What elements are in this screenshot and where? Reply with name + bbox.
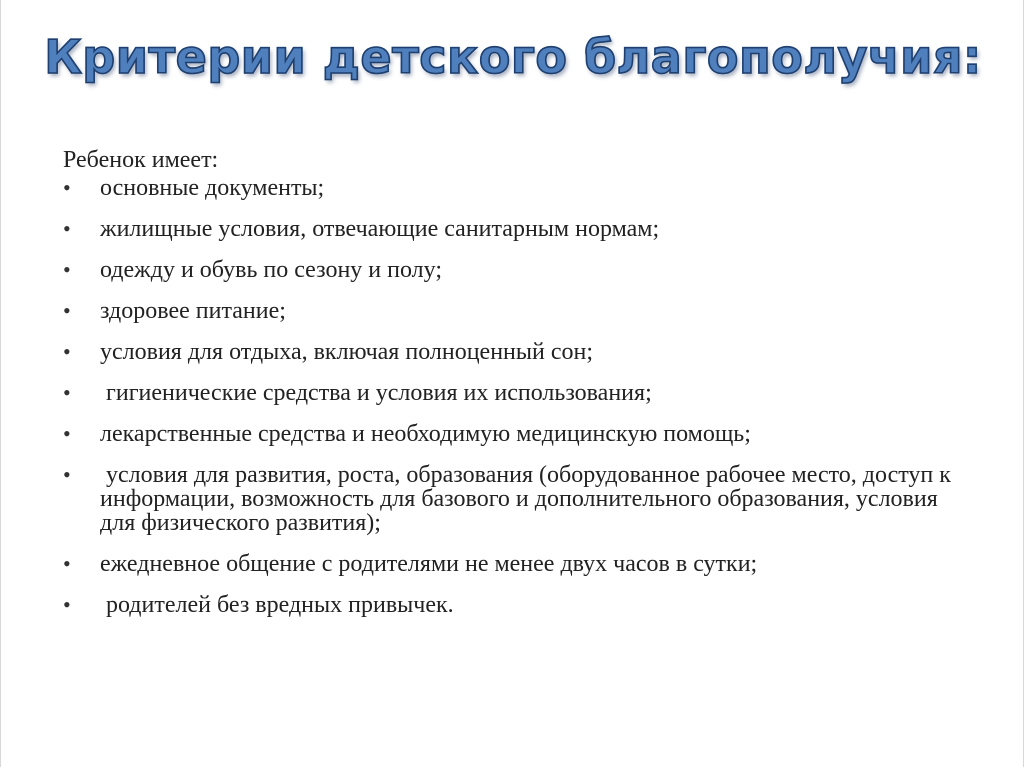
list-item: • лекарственные средства и необходимую медицинскую помощь; <box>63 422 963 446</box>
list-item: • одежду и обувь по сезону и полу; <box>63 258 963 282</box>
intro-text: Ребенок имеет: <box>63 147 219 173</box>
list-item: • основные документы; <box>63 176 963 200</box>
list-item: • жилищные условия, отвечающие санитарным нормам; <box>63 217 963 241</box>
list-item: • условия для развития, роста, образования (оборудованное рабочее место, доступ к информации, возможность для базового и дополнительного образования, условия для физического развития); <box>63 463 963 535</box>
list-item: • родителей без вредных привычек. <box>63 593 963 617</box>
criteria-list <box>63 176 963 617</box>
list-item: • здоровее питание; <box>63 299 963 323</box>
slide-content <box>63 146 963 634</box>
list-item: • гигиенические средства и условия их использования; <box>63 381 963 405</box>
slide-title: Критерии детского благополучия: <box>1 30 1024 84</box>
list-item: • условия для отдыха, включая полноценный сон; <box>63 340 963 364</box>
list-item: • ежедневное общение с родителями не менее двух часов в сутки; <box>63 552 963 576</box>
